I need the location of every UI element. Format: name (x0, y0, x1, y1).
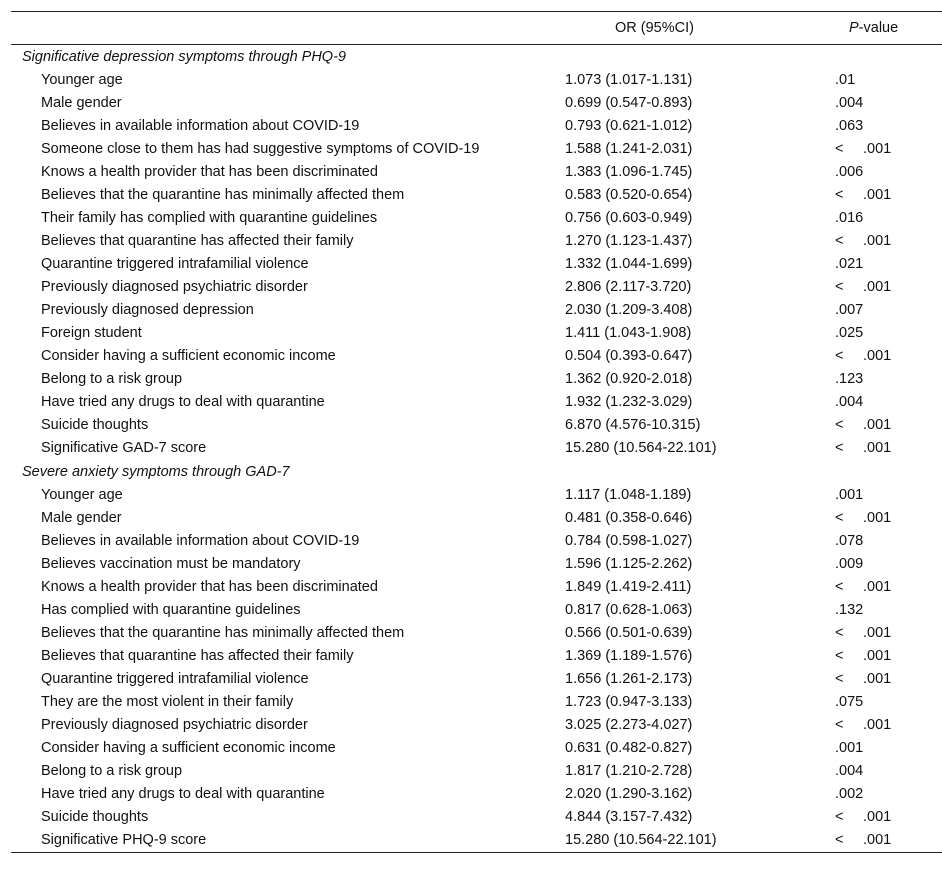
variable-label: Their family has complied with quarantine guidelines (41, 210, 378, 226)
odds-ratio-value: 1.932 (1.232-3.029) (565, 394, 693, 410)
p-value-cell (825, 714, 942, 737)
variable-label: Significative PHQ-9 score (11, 829, 565, 853)
p-value-cell (825, 576, 942, 599)
p-value-cell (825, 138, 942, 161)
table-body (11, 45, 942, 853)
p-value-cell (825, 391, 942, 414)
p-value-cell (825, 484, 942, 507)
odds-ratio-value: 3.025 (2.273-4.027) (565, 717, 693, 733)
table-row (11, 760, 942, 783)
less-than-sign: < (835, 279, 844, 295)
variable-label: Have tried any drugs to deal with quarantine (41, 786, 325, 802)
p-value-cell (825, 414, 942, 437)
p-value: .001 (863, 233, 892, 249)
p-value-cell (825, 691, 942, 714)
header-label (11, 12, 565, 45)
variable-label: Believes that the quarantine has minimally affected them (41, 625, 405, 641)
odds-ratio-value: 1.117 (1.048-1.189) (565, 487, 692, 503)
odds-ratio-value: 0.699 (0.547-0.893) (565, 95, 693, 111)
odds-ratio-table (11, 11, 942, 853)
p-value: .078 (835, 533, 864, 549)
variable-label: Previously diagnosed depression (41, 302, 254, 318)
variable-label: Foreign student (41, 325, 142, 341)
variable-label: Quarantine triggered intrafamilial violence (41, 671, 309, 687)
odds-ratio-value: 0.784 (0.598-1.027) (565, 533, 693, 549)
table-row (11, 230, 942, 253)
variable-label: Suicide thoughts (41, 809, 149, 825)
table-row (11, 737, 942, 760)
variable-label: Male gender (41, 95, 122, 111)
section-title: Severe anxiety symptoms through GAD-7 (22, 464, 290, 480)
table-row (11, 391, 942, 414)
p-value-cell (825, 276, 942, 299)
odds-ratio-value: 1.849 (1.419-2.411) (565, 579, 692, 595)
p-value: .001 (863, 625, 892, 641)
p-value: .004 (835, 763, 864, 779)
p-value-cell (825, 737, 942, 760)
p-value-cell (825, 230, 942, 253)
table-row (11, 414, 942, 437)
table-row (11, 69, 942, 92)
variable-label: Belong to a risk group (41, 371, 183, 387)
p-value: .001 (863, 579, 892, 595)
p-value: .075 (835, 694, 864, 710)
results-table-container (11, 11, 899, 853)
p-value-cell (825, 668, 942, 691)
header-or: OR (95%CI) (565, 12, 825, 45)
odds-ratio-value: 15.280 (10.564-22.101) (565, 829, 825, 853)
p-value: .001 (863, 510, 892, 526)
p-value-cell (825, 69, 942, 92)
p-value: .004 (835, 394, 864, 410)
odds-ratio-value: 1.369 (1.189-1.576) (565, 648, 693, 664)
odds-ratio-value: 6.870 (4.576-10.315) (565, 417, 701, 433)
header-p-italic: P (849, 20, 859, 36)
table-row (11, 553, 942, 576)
p-value: .01 (835, 72, 856, 88)
less-than-sign: < (835, 440, 844, 456)
p-value-cell (825, 161, 942, 184)
p-value: .001 (863, 187, 892, 203)
less-than-sign: < (835, 187, 844, 203)
p-value-cell (825, 92, 942, 115)
p-value: .001 (835, 487, 864, 503)
p-value-cell (825, 553, 942, 576)
p-value-cell (825, 783, 942, 806)
table-row (11, 783, 942, 806)
odds-ratio-value: 0.504 (0.393-0.647) (565, 348, 693, 364)
header-p-rest: -value (858, 20, 899, 36)
section-header-row (11, 45, 942, 70)
odds-ratio-value: 4.844 (3.157-7.432) (565, 809, 693, 825)
p-value-cell (825, 806, 942, 829)
odds-ratio-value: 2.806 (2.117-3.720) (565, 279, 692, 295)
variable-label: Significative GAD-7 score (41, 440, 207, 456)
less-than-sign: < (835, 348, 844, 364)
p-value-cell (825, 760, 942, 783)
variable-label: Believes that quarantine has affected their family (41, 233, 354, 249)
variable-label: Consider having a sufficient economic income (41, 348, 336, 364)
odds-ratio-value: 1.723 (0.947-3.133) (565, 694, 693, 710)
table-row (11, 92, 942, 115)
p-value: .001 (863, 809, 892, 825)
p-value-cell (825, 253, 942, 276)
table-row (11, 622, 942, 645)
odds-ratio-value: 15.280 (10.564-22.101) (565, 440, 717, 456)
variable-label: Knows a health provider that has been discriminated (41, 579, 378, 595)
p-value-cell (825, 207, 942, 230)
p-value: .001 (863, 648, 892, 664)
table-row (11, 322, 942, 345)
p-value: .009 (835, 556, 864, 572)
odds-ratio-value: 1.362 (0.920-2.018) (565, 371, 693, 387)
odds-ratio-value: 2.030 (1.209-3.408) (565, 302, 693, 318)
variable-label: Younger age (41, 72, 123, 88)
p-value-cell (825, 599, 942, 622)
variable-label: Younger age (41, 487, 123, 503)
odds-ratio-value: 0.566 (0.501-0.639) (565, 625, 693, 641)
variable-label: Knows a health provider that has been discriminated (41, 164, 378, 180)
table-row (11, 115, 942, 138)
variable-label: Male gender (41, 510, 122, 526)
odds-ratio-value: 1.332 (1.044-1.699) (565, 256, 693, 272)
table-row (11, 668, 942, 691)
odds-ratio-value: 0.583 (0.520-0.654) (565, 187, 693, 203)
odds-ratio-value: 1.596 (1.125-2.262) (565, 556, 693, 572)
header-pvalue (825, 12, 942, 45)
p-value: .001 (863, 279, 892, 295)
variable-label: Believes that quarantine has affected their family (41, 648, 354, 664)
odds-ratio-value: 1.588 (1.241-2.031) (565, 141, 693, 157)
p-value-cell (825, 437, 942, 460)
table-row (11, 714, 942, 737)
table-row (11, 253, 942, 276)
p-value: .063 (835, 118, 864, 134)
less-than-sign: < (835, 579, 844, 595)
table-row (11, 276, 942, 299)
p-value: .025 (835, 325, 864, 341)
odds-ratio-value: 1.656 (1.261-2.173) (565, 671, 693, 687)
table-row (11, 507, 942, 530)
table-row (11, 691, 942, 714)
table-row (11, 184, 942, 207)
odds-ratio-value: 0.756 (0.603-0.949) (565, 210, 693, 226)
p-value-cell (825, 507, 942, 530)
table-row (11, 576, 942, 599)
p-value-cell (825, 115, 942, 138)
p-value: .001 (863, 832, 892, 848)
odds-ratio-value: 0.817 (0.628-1.063) (565, 602, 693, 618)
variable-label: They are the most violent in their family (41, 694, 294, 710)
variable-label: Has complied with quarantine guidelines (41, 602, 301, 618)
odds-ratio-value: 1.817 (1.210-2.728) (565, 763, 693, 779)
less-than-sign: < (835, 417, 844, 433)
table-row (11, 599, 942, 622)
p-value-cell (825, 345, 942, 368)
odds-ratio-value: 1.270 (1.123-1.437) (565, 233, 693, 249)
variable-label: Believes in available information about COVID-19 (41, 118, 360, 134)
p-value: .001 (863, 717, 892, 733)
variable-label: Believes vaccination must be mandatory (41, 556, 301, 572)
variable-label: Believes that the quarantine has minimally affected them (41, 187, 405, 203)
p-value: .001 (835, 740, 864, 756)
variable-label: Believes in available information about COVID-19 (41, 533, 360, 549)
odds-ratio-value: 0.631 (0.482-0.827) (565, 740, 693, 756)
section-header-row (11, 460, 942, 484)
p-value-cell (825, 645, 942, 668)
p-value: .001 (863, 440, 892, 456)
p-value: .001 (863, 671, 892, 687)
less-than-sign: < (835, 510, 844, 526)
p-value-cell (825, 184, 942, 207)
p-value: .001 (863, 141, 892, 157)
p-value-cell (825, 322, 942, 345)
variable-label: Have tried any drugs to deal with quarantine (41, 394, 325, 410)
table-row (11, 484, 942, 507)
odds-ratio-value: 1.411 (1.043-1.908) (565, 325, 692, 341)
less-than-sign: < (835, 671, 844, 687)
variable-label: Belong to a risk group (41, 763, 183, 779)
p-value: .123 (835, 371, 864, 387)
table-row (11, 299, 942, 322)
table-row (11, 806, 942, 829)
p-value: .132 (835, 602, 864, 618)
p-value-cell (825, 368, 942, 391)
p-value-cell (825, 299, 942, 322)
table-row (11, 138, 942, 161)
table-row (11, 530, 942, 553)
p-value: .004 (835, 95, 864, 111)
variable-label: Previously diagnosed psychiatric disorder (41, 279, 308, 295)
table-row (11, 829, 942, 853)
less-than-sign: < (835, 141, 844, 157)
section-title: Significative depression symptoms through PHQ-9 (22, 49, 346, 65)
p-value: .007 (835, 302, 864, 318)
table-row (11, 645, 942, 668)
less-than-sign: < (835, 717, 844, 733)
p-value: .006 (835, 164, 864, 180)
table-header-row (11, 12, 942, 45)
p-value-cell (825, 622, 942, 645)
odds-ratio-value: 2.020 (1.290-3.162) (565, 786, 693, 802)
variable-label: Previously diagnosed psychiatric disorder (41, 717, 308, 733)
variable-label: Consider having a sufficient economic income (41, 740, 336, 756)
less-than-sign: < (835, 233, 844, 249)
table-row (11, 345, 942, 368)
variable-label: Someone close to them has had suggestive symptoms of COVID-19 (41, 141, 480, 157)
p-value-cell (825, 530, 942, 553)
p-value: .001 (863, 348, 892, 364)
table-row (11, 437, 942, 460)
table-row (11, 161, 942, 184)
p-value: .001 (863, 417, 892, 433)
p-value-cell (825, 829, 942, 853)
odds-ratio-value: 0.481 (0.358-0.646) (565, 510, 693, 526)
table-row (11, 207, 942, 230)
odds-ratio-value: 1.383 (1.096-1.745) (565, 164, 693, 180)
less-than-sign: < (835, 832, 844, 848)
odds-ratio-value: 1.073 (1.017-1.131) (565, 72, 693, 88)
less-than-sign: < (835, 625, 844, 641)
variable-label: Suicide thoughts (41, 417, 149, 433)
less-than-sign: < (835, 809, 844, 825)
p-value: .021 (835, 256, 864, 272)
table-row (11, 368, 942, 391)
variable-label: Quarantine triggered intrafamilial violence (41, 256, 309, 272)
odds-ratio-value: 0.793 (0.621-1.012) (565, 118, 693, 134)
less-than-sign: < (835, 648, 844, 664)
p-value: .002 (835, 786, 864, 802)
p-value: .016 (835, 210, 864, 226)
